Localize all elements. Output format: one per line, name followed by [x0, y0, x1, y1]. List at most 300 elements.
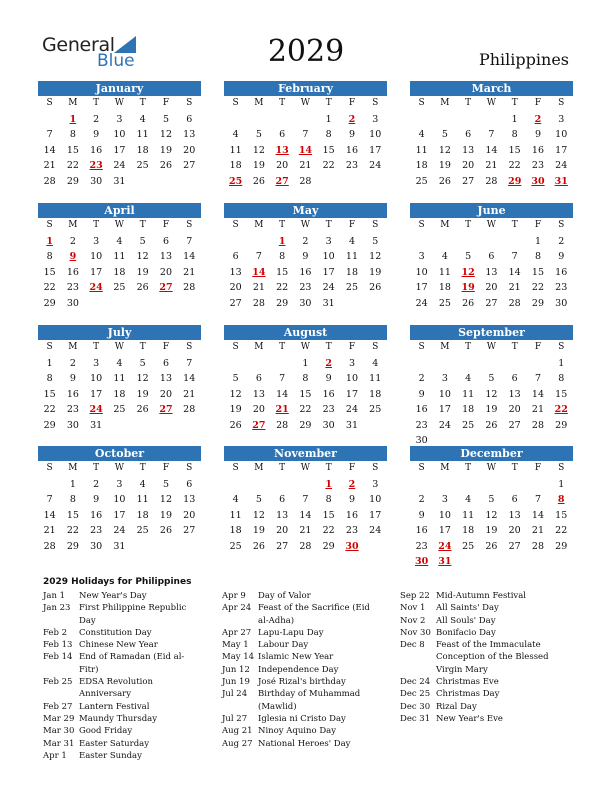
day-cell: 10	[369, 129, 382, 140]
weekday-label: T	[279, 220, 286, 230]
month-days-grid	[410, 340, 573, 449]
day-cell: 29	[66, 175, 79, 187]
day-cell: 13	[183, 494, 196, 505]
day-cell: 7	[488, 129, 495, 140]
day-cell: 23	[66, 282, 79, 293]
day-cell: 14	[531, 388, 544, 400]
holiday-item	[400, 627, 570, 639]
weekday-label: T	[93, 463, 100, 473]
day-cell: 7	[186, 357, 193, 369]
day-cell: 10	[438, 509, 451, 521]
day-cell: 2	[558, 235, 565, 247]
day-cell: 8	[325, 129, 332, 140]
holiday-day-cell: 30	[415, 556, 429, 567]
holiday-date: Apr 9	[222, 591, 246, 601]
day-cell: 27	[276, 540, 289, 552]
day-cell: 16	[90, 509, 103, 521]
empty-day-cell	[433, 477, 456, 493]
weekday-label: M	[254, 463, 264, 473]
holiday-date: May 1	[222, 640, 249, 651]
weekday-label: S	[46, 220, 53, 230]
holiday-day-cell: 21	[275, 404, 289, 415]
day-cell: 16	[345, 509, 358, 521]
holiday-name: EDSA Revolution Anniversary	[79, 677, 153, 700]
weekday-label: M	[440, 220, 450, 230]
weekday-label: T	[93, 342, 100, 352]
empty-day-cell	[457, 356, 480, 372]
month-may	[224, 203, 387, 311]
month-days-grid	[38, 340, 201, 433]
day-cell: 20	[183, 144, 196, 156]
day-cell: 9	[325, 373, 332, 384]
weekday-label: S	[558, 463, 565, 473]
day-cell: 5	[255, 494, 262, 505]
day-cell: 2	[418, 494, 425, 505]
day-cell: 16	[90, 144, 103, 156]
day-cell: 23	[415, 419, 428, 431]
day-cell: 12	[485, 388, 498, 400]
holiday-name: Christmas Day	[436, 689, 500, 700]
day-cell: 29	[276, 297, 289, 309]
holiday-item	[222, 602, 380, 627]
day-cell: 9	[302, 251, 309, 262]
day-cell: 10	[90, 373, 103, 384]
holiday-date: Apr 1	[43, 750, 67, 761]
day-cell: 13	[229, 266, 242, 278]
day-cell: 7	[279, 373, 286, 384]
day-cell: 12	[369, 251, 382, 262]
holiday-day-cell: 2	[325, 357, 332, 369]
empty-day-cell	[247, 477, 270, 493]
day-cell: 29	[66, 540, 79, 552]
weekday-label: M	[68, 342, 78, 352]
day-cell: 11	[462, 509, 475, 521]
day-cell: 18	[369, 388, 382, 400]
month-header: September	[410, 325, 573, 340]
day-cell: 8	[558, 373, 565, 384]
day-cell: 22	[508, 160, 521, 171]
holiday-name: New Year's Eve	[436, 713, 503, 724]
day-cell: 9	[348, 494, 355, 505]
day-cell: 20	[159, 388, 172, 400]
day-cell: 26	[485, 540, 498, 552]
holiday-item	[222, 738, 380, 750]
day-cell: 29	[555, 419, 568, 431]
empty-day-cell	[480, 356, 503, 372]
weekday-label: F	[348, 463, 356, 473]
day-cell: 10	[369, 494, 382, 505]
day-cell: 8	[302, 373, 309, 384]
empty-day-cell	[457, 234, 480, 250]
day-cell: 12	[438, 144, 451, 156]
day-cell: 11	[415, 144, 428, 156]
holiday-day-cell: 29	[508, 175, 522, 187]
day-cell: 6	[511, 373, 518, 384]
weekday-label: T	[93, 220, 100, 230]
day-cell: 5	[255, 129, 262, 140]
day-cell: 26	[136, 404, 149, 415]
day-cell: 26	[136, 282, 149, 293]
day-cell: 20	[252, 404, 265, 415]
holiday-item	[222, 639, 380, 651]
weekday-label: M	[68, 220, 78, 230]
holiday-item	[222, 713, 380, 725]
day-cell: 21	[43, 525, 56, 536]
month-march	[410, 81, 573, 189]
day-cell: 27	[508, 540, 521, 552]
weekday-label: T	[465, 342, 472, 352]
weekday-label: W	[114, 220, 125, 230]
month-header: October	[38, 446, 201, 461]
day-cell: 15	[43, 266, 56, 278]
holiday-date: Nov 1	[400, 603, 426, 614]
holiday-name: All Saints' Day	[436, 603, 499, 614]
holiday-name: New Year's Day	[79, 591, 147, 601]
holiday-name: Feast of the Immaculate Conception of the Blessed Virgin Mary	[436, 640, 549, 675]
day-cell: 22	[66, 525, 79, 536]
day-cell: 2	[69, 357, 76, 369]
day-cell: 22	[43, 282, 56, 293]
weekday-label: T	[465, 220, 472, 230]
month-september	[410, 325, 573, 449]
holiday-date: Mar 31	[43, 738, 75, 749]
day-cell: 26	[159, 525, 172, 536]
day-cell: 11	[113, 373, 126, 384]
empty-day-cell	[224, 356, 247, 372]
day-cell: 23	[90, 525, 103, 536]
day-cell: 7	[534, 494, 541, 505]
day-cell: 15	[66, 144, 79, 156]
holiday-name: Christmas Eve	[436, 677, 499, 688]
holiday-date: Dec 31	[400, 713, 431, 724]
weekday-label: S	[46, 342, 53, 352]
month-days-grid	[38, 96, 201, 189]
holiday-date: Dec 8	[400, 640, 425, 651]
holiday-item	[43, 602, 203, 627]
weekday-label: S	[372, 463, 379, 473]
day-cell: 23	[299, 282, 312, 293]
holiday-item	[43, 639, 203, 651]
day-cell: 1	[511, 113, 518, 125]
holiday-column	[400, 590, 570, 725]
holiday-name: Lapu-Lapu Day	[258, 627, 324, 638]
holiday-date: Aug 21	[222, 726, 253, 737]
day-cell: 18	[462, 525, 475, 536]
day-cell: 13	[508, 388, 521, 400]
day-cell: 6	[162, 357, 169, 369]
day-cell: 30	[66, 297, 79, 309]
day-cell: 9	[534, 129, 541, 140]
day-cell: 13	[252, 388, 265, 400]
holiday-day-cell: 9	[69, 251, 77, 262]
day-cell: 7	[46, 494, 53, 505]
day-cell: 24	[322, 282, 335, 293]
day-cell: 18	[136, 144, 149, 156]
day-cell: 27	[183, 525, 196, 536]
weekday-label: T	[325, 463, 332, 473]
day-cell: 9	[418, 388, 425, 400]
holiday-name: National Heroes' Day	[258, 738, 351, 749]
holiday-date: Feb 2	[43, 627, 68, 638]
day-cell: 23	[531, 160, 544, 171]
empty-day-cell	[410, 234, 433, 250]
day-cell: 23	[345, 525, 358, 536]
day-cell: 1	[302, 357, 309, 369]
day-cell: 6	[162, 235, 169, 247]
holiday-day-cell: 14	[298, 144, 313, 156]
day-cell: 21	[43, 160, 56, 171]
day-cell: 16	[531, 144, 544, 156]
day-cell: 3	[325, 235, 332, 247]
holiday-name: First Philippine Republic Day	[79, 603, 187, 626]
day-cell: 10	[322, 251, 335, 262]
holiday-item	[400, 701, 570, 713]
holiday-day-cell: 22	[554, 404, 568, 415]
day-cell: 16	[66, 388, 79, 400]
weekday-label: T	[139, 342, 146, 352]
weekday-label: M	[254, 98, 264, 108]
day-cell: 28	[252, 297, 265, 309]
day-cell: 17	[113, 144, 126, 156]
country-label: Philippines	[478, 50, 569, 69]
weekday-label: M	[254, 220, 264, 230]
empty-day-cell	[503, 356, 526, 372]
holiday-name: Independence Day	[258, 664, 339, 675]
month-june	[410, 203, 573, 311]
day-cell: 3	[441, 494, 448, 505]
holiday-name: Bonifacio Day	[436, 627, 496, 638]
day-cell: 8	[69, 129, 76, 140]
day-cell: 21	[485, 160, 498, 171]
day-cell: 21	[252, 282, 265, 293]
day-cell: 10	[415, 266, 428, 278]
holiday-item	[222, 688, 380, 713]
month-november	[224, 446, 387, 554]
day-cell: 25	[462, 419, 475, 431]
weekday-label: S	[418, 220, 425, 230]
day-cell: 1	[558, 478, 565, 490]
empty-day-cell	[433, 356, 456, 372]
day-cell: 21	[183, 266, 196, 278]
holiday-item	[43, 725, 203, 737]
empty-day-cell	[457, 477, 480, 493]
day-cell: 27	[485, 297, 498, 309]
day-cell: 5	[162, 113, 169, 125]
day-cell: 25	[136, 160, 149, 171]
month-header: May	[224, 203, 387, 218]
day-cell: 23	[415, 540, 428, 552]
holiday-name: Lantern Festival	[79, 701, 150, 712]
day-cell: 3	[93, 235, 100, 247]
holiday-day-cell: 25	[229, 175, 243, 187]
day-cell: 15	[508, 144, 521, 156]
holiday-name: Maundy Thursday	[79, 713, 158, 724]
day-cell: 24	[345, 404, 358, 415]
day-cell: 8	[279, 251, 286, 262]
day-cell: 4	[465, 373, 472, 384]
day-cell: 17	[438, 525, 451, 536]
empty-day-cell	[271, 356, 294, 372]
empty-day-cell	[224, 477, 247, 493]
weekday-label: W	[300, 463, 311, 473]
day-cell: 24	[369, 525, 382, 536]
day-cell: 22	[66, 160, 79, 171]
day-cell: 29	[299, 419, 312, 431]
empty-day-cell	[480, 477, 503, 493]
day-cell: 16	[66, 266, 79, 278]
day-cell: 4	[418, 129, 425, 140]
month-header: January	[38, 81, 201, 96]
holidays-title: 2029 Holidays for Philippines	[43, 577, 192, 587]
day-cell: 3	[93, 357, 100, 369]
holiday-day-cell: 27	[252, 419, 266, 431]
day-cell: 6	[465, 129, 472, 140]
day-cell: 28	[183, 282, 196, 293]
day-cell: 12	[136, 373, 149, 384]
day-cell: 13	[462, 144, 475, 156]
empty-day-cell	[294, 477, 317, 493]
day-cell: 9	[558, 251, 565, 262]
day-cell: 2	[93, 113, 100, 125]
day-cell: 31	[113, 540, 126, 552]
weekday-label: T	[93, 98, 100, 108]
day-cell: 7	[534, 373, 541, 384]
day-cell: 12	[159, 129, 172, 140]
day-cell: 30	[555, 297, 568, 309]
holiday-day-cell: 24	[89, 404, 103, 415]
day-cell: 6	[279, 494, 286, 505]
holiday-day-cell: 30	[531, 175, 545, 187]
day-cell: 14	[183, 251, 196, 262]
day-cell: 2	[69, 235, 76, 247]
day-cell: 19	[136, 388, 149, 400]
day-cell: 28	[485, 175, 498, 187]
holiday-day-cell: 1	[325, 478, 332, 490]
day-cell: 28	[43, 540, 56, 552]
empty-day-cell	[480, 112, 503, 128]
day-cell: 3	[348, 357, 355, 369]
empty-day-cell	[38, 477, 61, 493]
day-cell: 9	[93, 494, 100, 505]
holiday-item	[400, 615, 570, 627]
day-cell: 14	[276, 388, 289, 400]
holiday-item	[43, 676, 203, 701]
holiday-date: Jan 1	[43, 591, 66, 601]
month-header: August	[224, 325, 387, 340]
day-cell: 5	[441, 129, 448, 140]
holiday-name: Constitution Day	[79, 627, 152, 638]
holiday-day-cell: 24	[438, 540, 452, 552]
day-cell: 25	[345, 282, 358, 293]
page-title-year: 2029	[267, 34, 345, 69]
month-header: December	[410, 446, 573, 461]
weekday-label: T	[465, 463, 472, 473]
day-cell: 22	[322, 160, 335, 171]
holiday-day-cell: 31	[438, 556, 452, 567]
month-days-grid	[410, 461, 573, 570]
day-cell: 2	[418, 373, 425, 384]
holiday-day-cell: 14	[252, 266, 266, 278]
day-cell: 30	[299, 297, 312, 309]
day-cell: 28	[299, 540, 312, 552]
month-header: June	[410, 203, 573, 218]
day-cell: 11	[369, 373, 382, 384]
empty-day-cell	[247, 112, 270, 128]
weekday-label: M	[440, 98, 450, 108]
holiday-date: Sep 22	[400, 591, 430, 601]
day-cell: 15	[322, 509, 335, 521]
day-cell: 6	[232, 251, 239, 262]
day-cell: 14	[43, 144, 56, 156]
month-days-grid	[38, 461, 201, 554]
day-cell: 13	[276, 509, 289, 521]
day-cell: 24	[415, 297, 428, 309]
day-cell: 25	[229, 540, 242, 552]
day-cell: 30	[90, 175, 103, 187]
day-cell: 13	[508, 509, 521, 521]
day-cell: 28	[299, 175, 312, 187]
holiday-name: Rizal Day	[436, 701, 477, 712]
day-cell: 10	[90, 251, 103, 262]
holiday-day-cell: 2	[348, 113, 356, 125]
empty-day-cell	[433, 112, 456, 128]
day-cell: 9	[418, 509, 425, 521]
empty-day-cell	[224, 234, 247, 250]
day-cell: 17	[369, 144, 382, 156]
holiday-date: Jul 27	[222, 713, 248, 724]
day-cell: 2	[93, 478, 100, 490]
day-cell: 18	[113, 266, 126, 278]
day-cell: 16	[322, 388, 335, 400]
holiday-name: End of Ramadan (Eid al-Fitr)	[79, 652, 185, 675]
day-cell: 7	[186, 235, 193, 247]
day-cell: 11	[345, 251, 358, 262]
weekday-label: T	[511, 463, 518, 473]
day-cell: 31	[322, 297, 335, 309]
weekday-label: T	[465, 98, 472, 108]
weekday-label: F	[534, 463, 542, 473]
holiday-date: Jul 24	[222, 689, 248, 700]
holiday-date: Aug 27	[222, 738, 253, 749]
day-cell: 23	[555, 282, 568, 293]
weekday-label: S	[232, 342, 239, 352]
weekday-label: W	[486, 220, 497, 230]
weekday-label: S	[418, 463, 425, 473]
day-cell: 30	[322, 419, 335, 431]
holiday-item	[400, 639, 570, 676]
holiday-date: Feb 14	[43, 652, 73, 663]
day-cell: 21	[183, 388, 196, 400]
weekday-label: S	[418, 342, 425, 352]
weekday-label: S	[46, 98, 53, 108]
holiday-item	[400, 713, 570, 725]
weekday-label: W	[486, 342, 497, 352]
weekday-label: W	[114, 342, 125, 352]
day-cell: 13	[485, 266, 498, 278]
holiday-date: Dec 24	[400, 677, 431, 688]
day-cell: 19	[369, 266, 382, 278]
weekday-label: S	[232, 98, 239, 108]
empty-day-cell	[410, 356, 433, 372]
holiday-day-cell: 1	[46, 235, 53, 247]
day-cell: 21	[299, 525, 312, 536]
weekday-label: M	[68, 98, 78, 108]
day-cell: 5	[232, 373, 239, 384]
day-cell: 17	[113, 509, 126, 521]
holiday-date: Jun 19	[222, 677, 250, 688]
day-cell: 13	[159, 373, 172, 384]
day-cell: 19	[229, 404, 242, 415]
